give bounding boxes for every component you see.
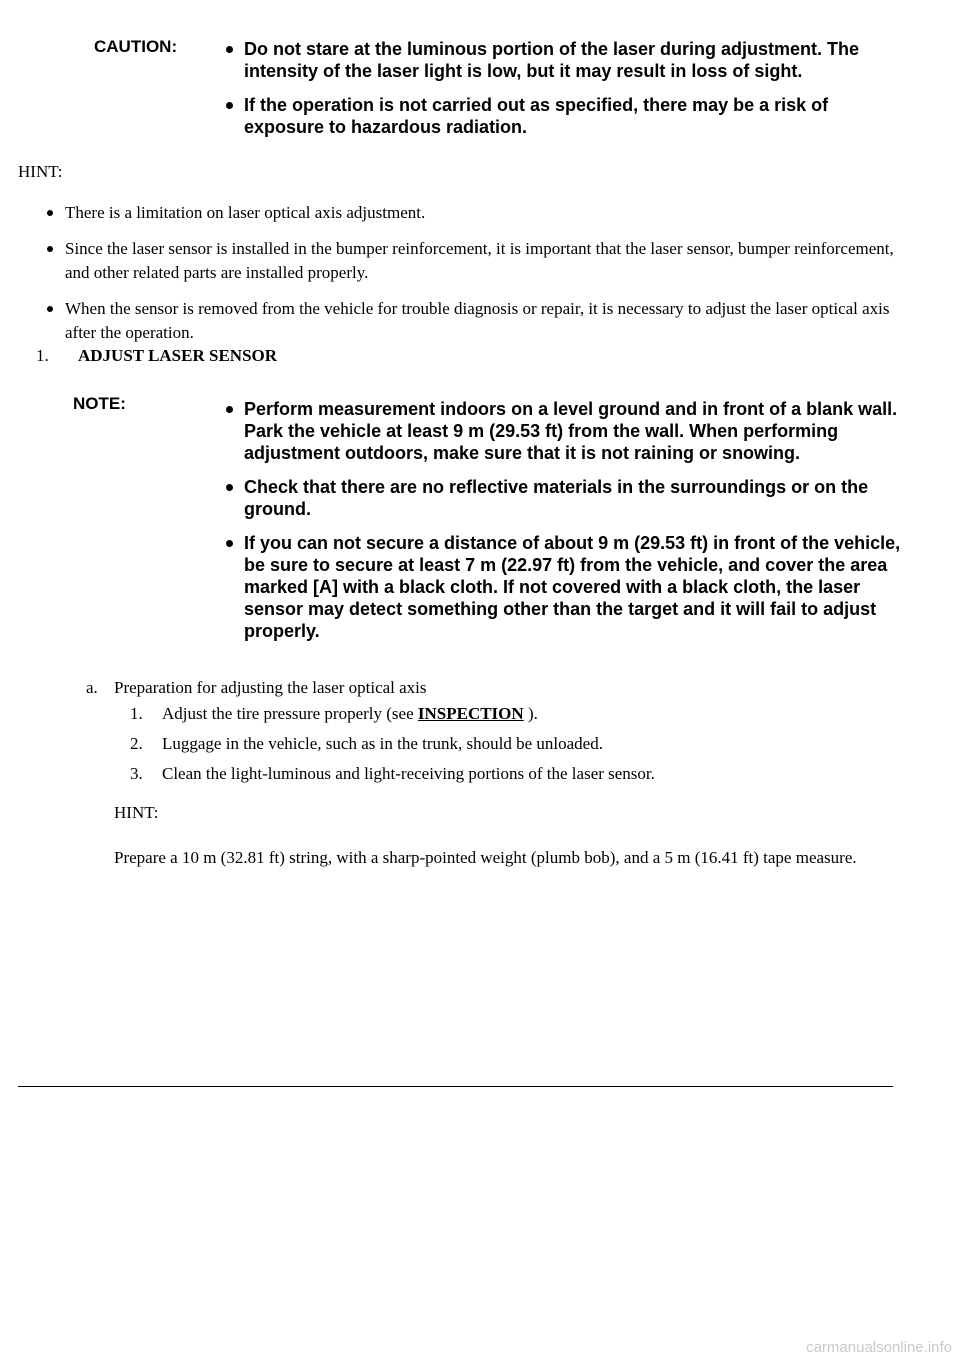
hint-item (47, 201, 897, 225)
hint-item-text: Since the laser sensor is installed in the bumper reinforcement, it is important that the laser sensor, bumper reinforcement, and other related parts are installed properly. (65, 239, 894, 282)
step-number: 1. (36, 346, 49, 365)
step-index: 1. (130, 704, 143, 723)
bullet-icon (226, 540, 233, 547)
preparation-text: Prepare a 10 m (32.81 ft) string, with a sharp-pointed weight (plumb bob), and a 5 m (16.41 ft) tape measure. (114, 848, 857, 867)
note-item-text: Check that there are no reflective materials in the surroundings or on the ground. (244, 477, 869, 519)
bullet-icon (47, 210, 53, 216)
numbered-steps (130, 702, 655, 792)
substep-letter: a. (86, 678, 98, 697)
bullet-icon (47, 306, 53, 312)
numbered-step (130, 702, 655, 732)
caution-list (226, 38, 906, 150)
watermark-text: carmanualsonline.info (806, 1339, 952, 1356)
hint-list (47, 201, 897, 357)
note-label: NOTE: (73, 394, 126, 413)
hint-heading-2: HINT: (114, 803, 159, 822)
hint-item (47, 297, 897, 345)
caution-label: CAUTION: (94, 37, 178, 56)
step-index: 3. (130, 764, 143, 783)
inspection-link[interactable]: INSPECTION (417, 704, 524, 723)
step-text: Adjust the tire pressure properly (see (162, 704, 418, 723)
hint-item (47, 237, 897, 285)
bullet-icon (226, 406, 233, 413)
note-item (226, 476, 906, 520)
bullet-icon (226, 102, 233, 109)
horizontal-rule (18, 1086, 893, 1087)
bullet-icon (47, 246, 53, 252)
note-list (226, 398, 906, 654)
note-item-text: If you can not secure a distance of about 9 m (29.53 ft) in front of the vehicle, be sure to secure at least 7 m (22.97 ft) from the vehicle, and cover the area marked [A] with a black cloth. If not covered with a black cloth, the laser sensor may detect something other than the target and it will fail to adjust properly. (244, 533, 901, 641)
caution-item-text: Do not stare at the luminous portion of the laser during adjustment. The intensity of the laser light is low, but it may result in loss of sight. (244, 39, 860, 81)
numbered-step (130, 732, 655, 762)
hint-item-text: When the sensor is removed from the vehicle for trouble diagnosis or repair, it is necessary to adjust the laser optical axis after the operation. (65, 299, 890, 342)
caution-item-text: If the operation is not carried out as specified, there may be a risk of exposure to hazardous radiation. (244, 95, 829, 137)
substep-title: Preparation for adjusting the laser optical axis (114, 678, 427, 697)
hint-item-text: There is a limitation on laser optical axis adjustment. (65, 203, 426, 222)
note-item (226, 398, 906, 464)
caution-item (226, 38, 906, 82)
caution-item (226, 94, 906, 138)
step-text: Clean the light-luminous and light-receiving portions of the laser sensor. (162, 764, 655, 783)
step-title: ADJUST LASER SENSOR (78, 346, 278, 365)
hint-heading: HINT: (18, 162, 63, 181)
note-item (226, 532, 906, 642)
step-text: Luggage in the vehicle, such as in the trunk, should be unloaded. (162, 734, 603, 753)
step-text-after: ). (523, 704, 538, 723)
note-item-text: Perform measurement indoors on a level ground and in front of a blank wall. Park the vehicle at least 9 m (29.53 ft) from the wall. When performing adjustment outdoors, make sure that it is not raining or snowing. (244, 399, 898, 463)
bullet-icon (226, 484, 233, 491)
bullet-icon (226, 46, 233, 53)
step-index: 2. (130, 734, 143, 753)
numbered-step (130, 762, 655, 792)
